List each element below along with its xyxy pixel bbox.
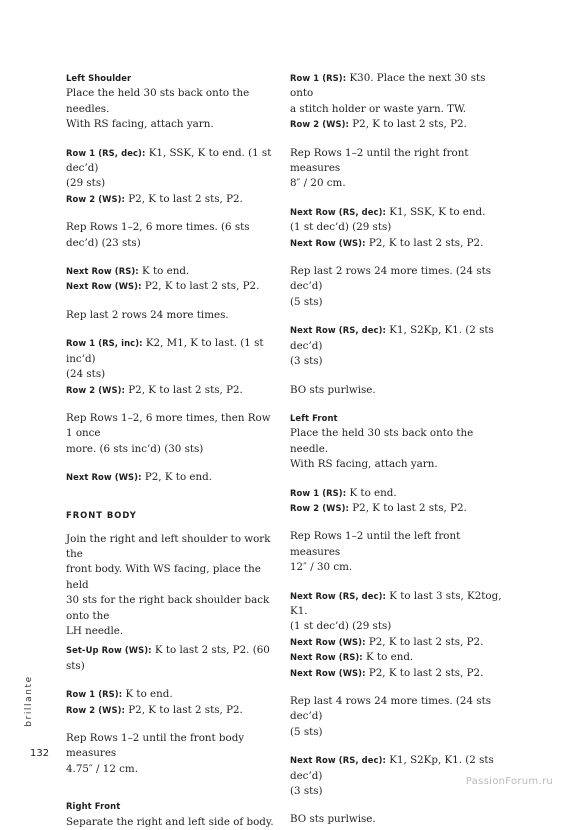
row-label: Row 1 (RS):: [290, 73, 347, 83]
instruction-block: [66, 532, 278, 640]
row-text: K to last 2 sts, P2. (60 sts): [66, 644, 270, 672]
row-label: Next Row (WS):: [66, 281, 142, 292]
row-text: P2, K to last 2 sts, P2.: [365, 236, 484, 249]
instruction-block: [290, 71, 502, 133]
instruction-block: [66, 411, 278, 457]
instruction-block: [290, 383, 502, 398]
text-line: LH needle.: [66, 624, 124, 637]
left-front-block: [290, 411, 502, 473]
row-label: Set-Up Row (WS):: [66, 645, 152, 656]
row-label: Next Row (RS, dec):: [290, 325, 386, 336]
row-label: Next Row (RS):: [66, 266, 139, 277]
row-text: K1, S2Kp, K1. (2 sts dec’d): [290, 754, 494, 782]
watermark: PassionForum.ru: [465, 776, 553, 787]
row-text: K to end.: [138, 265, 190, 278]
row-text: K1, S2Kp, K1. (2 sts dec’d): [290, 324, 494, 352]
row-text: K to end.: [362, 651, 414, 664]
instruction-block: [66, 336, 278, 398]
instruction-block: [290, 529, 502, 575]
section-heading: FRONT BODY: [66, 509, 137, 520]
instruction-block: [290, 589, 502, 681]
section-label: Right Front: [66, 801, 121, 812]
text-line: a stitch holder or waste yarn. TW.: [290, 102, 467, 115]
text-line: (5 sts): [290, 725, 323, 738]
section-label: Left Front: [290, 412, 338, 423]
row-text: P2, K to last 2 sts, P2.: [124, 383, 243, 396]
left-column: [66, 71, 278, 830]
row-label: Row 2 (WS):: [290, 502, 349, 513]
text-line: 30 sts for the right back shoulder back onto the: [66, 594, 270, 622]
text-line: BO sts purlwise.: [290, 813, 376, 826]
text-line: 12″ / 30 cm.: [290, 561, 353, 574]
text-line: Join the right and left shoulder to work the: [66, 532, 271, 560]
row-label: Next Row (WS):: [290, 237, 366, 248]
instruction-block: [290, 694, 502, 740]
text-line: (1 st dec’d) (29 sts): [290, 221, 392, 234]
row-text: K1, SSK, K to end. (1 st dec’d): [66, 146, 272, 175]
instruction-block: [66, 643, 278, 674]
text-line: more. (6 sts inc’d) (30 sts): [66, 442, 204, 455]
instruction-block: [290, 486, 502, 517]
row-label: Row 1 (RS):: [290, 487, 347, 498]
text-line: 4.75″ / 12 cm.: [66, 762, 138, 775]
instruction-block: [66, 470, 278, 485]
text-line: Rep Rows 1–2, 6 more times, then Row 1 once: [66, 411, 271, 440]
instruction-block: [290, 146, 502, 192]
row-text: P2, K to last 2 sts, P2.: [365, 666, 484, 679]
instruction-block: [290, 264, 502, 310]
row-label: Next Row (WS):: [66, 472, 142, 483]
text-line: Rep last 2 rows 24 more times.: [66, 308, 229, 321]
text-line: Rep Rows 1–2 until the left front measures: [290, 530, 461, 558]
instruction-block: [290, 205, 502, 251]
page-number: 132: [30, 748, 50, 759]
text-line: 8″ / 20 cm.: [290, 177, 346, 190]
row-label: Row 2 (WS):: [66, 704, 125, 715]
row-text: P2, K to end.: [141, 471, 213, 484]
instruction-block: [66, 146, 278, 208]
text-line: front body. With WS facing, place the held: [66, 563, 261, 591]
text-line: Rep Rows 1–2 until the front body measures: [66, 732, 245, 760]
row-text: K to last 3 sts, K2tog, K1.: [290, 589, 502, 617]
row-text: K30. Place the next 30 sts onto: [290, 72, 486, 100]
row-label: Next Row (RS):: [290, 652, 363, 663]
row-label: Next Row (RS, dec):: [290, 755, 386, 766]
instruction-block: [66, 220, 278, 251]
left-shoulder-block: [66, 71, 278, 133]
text-line: Rep Rows 1–2, 6 more times. (6 sts dec’d) (23 sts): [66, 221, 250, 249]
row-text: P2, K to last 2 sts, P2.: [141, 280, 260, 293]
row-label: Row 1 (RS, dec):: [66, 147, 146, 158]
row-label: Row 2 (WS):: [290, 119, 349, 130]
text-line: (3 sts): [290, 355, 323, 368]
text-line: Place the held 30 sts back onto the needles.: [66, 87, 250, 115]
instruction-block: [290, 812, 502, 827]
text-line: With RS facing, attach yarn.: [290, 458, 438, 471]
row-label: Next Row (RS, dec):: [290, 206, 386, 217]
side-label: brillante: [24, 675, 34, 727]
instruction-block: [66, 308, 278, 323]
text-line: (5 sts): [290, 295, 323, 308]
text-line: Rep last 4 rows 24 more times. (24 sts dec’d): [290, 695, 492, 723]
text-line: (29 sts): [66, 177, 106, 190]
row-text: K1, SSK, K to end.: [386, 205, 486, 218]
row-text: P2, K to last 2 sts, P2.: [348, 501, 467, 514]
text-line: (24 sts): [66, 368, 106, 381]
row-label: Row 1 (RS, inc):: [66, 338, 143, 349]
row-label: Row 1 (RS):: [66, 689, 123, 700]
row-label: Next Row (WS):: [290, 636, 366, 647]
row-text: P2, K to last 2 sts, P2.: [348, 118, 467, 131]
right-column: [290, 71, 502, 828]
row-label: Row 2 (WS):: [66, 193, 125, 204]
row-text: P2, K to last 2 sts, P2.: [365, 635, 484, 648]
instruction-block: [66, 731, 278, 777]
text-line: Rep Rows 1–2 until the right front measures: [290, 146, 469, 175]
instruction-block: [290, 323, 502, 369]
text-line: With RS facing, attach yarn.: [66, 118, 214, 131]
instruction-block: [66, 264, 278, 295]
row-text: K to end.: [346, 486, 397, 499]
text-line: Rep last 2 rows 24 more times. (24 sts dec’d): [290, 265, 492, 293]
section-label: Left Shoulder: [66, 73, 132, 83]
text-line: Place the held 30 sts back onto the needle.: [290, 427, 474, 455]
text-line: (1 st dec’d) (29 sts): [290, 620, 392, 633]
right-front-block: [66, 799, 278, 830]
row-label: Row 2 (WS):: [66, 384, 125, 395]
text-line: (3 sts): [290, 785, 323, 798]
row-text: P2, K to last 2 sts, P2.: [124, 703, 243, 716]
row-text: K2, M1, K to last. (1 st inc’d): [66, 337, 264, 365]
text-line: BO sts purlwise.: [290, 383, 376, 396]
instruction-block: [66, 687, 278, 718]
row-text: P2, K to last 2 sts, P2.: [124, 192, 243, 205]
row-label: Next Row (WS):: [290, 667, 366, 678]
row-label: Next Row (RS, dec):: [290, 590, 386, 601]
text-line: Separate the right and left side of body.: [66, 815, 274, 828]
row-text: K to end.: [122, 688, 173, 701]
